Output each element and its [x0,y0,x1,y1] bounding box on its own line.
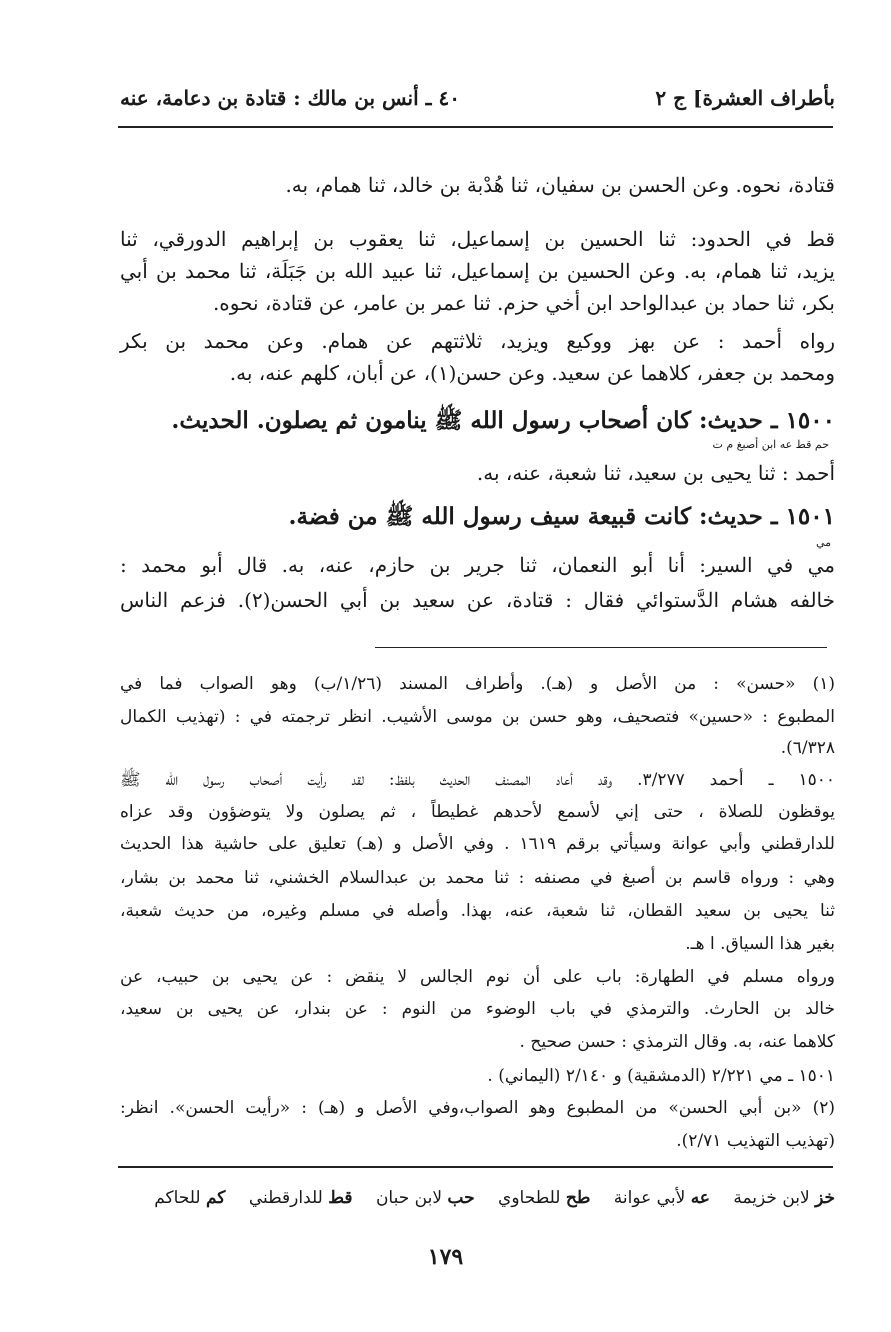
footnote-line: ثنا يحيى بن سعيد القطان، ثنا شعبة، عنه، بهذا. وأصله في مسلم وغيره، من حديث شعبة، [120,901,835,921]
abbr-item: كم للحاكم [154,1188,226,1208]
text-line: ومحمد بن جعفر، كلاهما عن سعيد. وعن حسن(١)، عن أبان، كلهم عنه، به. [229,361,835,385]
hadith-heading-1501: ١٥٠١ ـ حديث: كانت قبيعة سيف رسول الله ﷺ من فضة. [288,503,835,530]
abbreviations-legend [120,1184,835,1212]
siglum-1501: مي [815,536,831,549]
running-head-book-title: بأطراف العشرة] ج ٢ [655,86,835,110]
hadith-heading-1500: ١٥٠٠ ـ حديث: كان أصحاب رسول الله ﷺ ينامون ثم يصلون. الحديث. [171,407,835,434]
abbr-item: خز لابن خزيمة [733,1188,835,1208]
text-line: قتادة، نحوه. وعن الحسن بن سفيان، ثنا هُدْبة بن خالد، ثنا همام، به. [285,173,835,197]
page-number: ١٧٩ [427,1244,464,1270]
abbr-item: حب لابن حبان [375,1188,475,1208]
footnote-line: ١٥٠٠ ـ أحمد ٣/٢٧٧. وقد أعاد المصنف الحديث بلفظ: لقد رأيت أصحاب رسول الله ﷺ [120,770,835,790]
footnote-line: بغير هذا السياق. ا هـ. [685,934,835,954]
footnote-line: ورواه مسلم في الطهارة: باب على أن نوم الجالس لا ينقض : عن يحيى بن حبيب، عن [120,967,835,987]
running-head-section-title: ٤٠ ـ أنس بن مالك : قتادة بن دعامة، عنه [120,86,460,110]
footnote-line: (تهذيب التهذيب ٢/٧١). [676,1131,835,1151]
text-line: أحمد : ثنا يحيى بن سعيد، ثنا شعبة، عنه، به. [476,461,835,485]
footnote-line: ١٥٠١ ـ مي ٢/٢٢١ (الدمشقية) و ٢/١٤٠ (اليماني) . [487,1066,835,1086]
footnote-line: (٢) «بن أبي الحسن» من المطبوع وهو الصواب،وفي الأصل و (هـ) : «رأيت الحسن». انظر: [120,1098,835,1118]
text-line: خالفه هشام الدَّستوائي فقال : قتادة، عن سعيد بن أبي الحسن(٢). فزعم الناس [120,588,835,612]
footnote-line: المطبوع : «حسين» فتصحيف، وهو حسن بن موسى الأشيب. انظر ترجمته في : (تهذيب الكمال [120,707,835,727]
text-line: قط في الحدود: ثنا الحسين بن إسماعيل، ثنا يعقوب بن إبراهيم الدورقي، ثنا [120,227,835,251]
header-rule [118,126,833,128]
abbr-item: عه لأبي عوانة [613,1188,710,1208]
text-line: مي في السير: أنا أبو النعمان، ثنا جرير بن حازم، عنه، به. قال أبو محمد : [120,553,835,577]
footnote-line: يوقظون للصلاة ، حتى إني لأسمع لأحدهم غطيطاً ، ثم يصلون ولا يتوضؤون وقد عزاه [120,802,835,822]
footnote-line: كلاهما عنه، به. وقال الترمذي : حسن صحيح . [519,1032,835,1052]
footnote-line: وهي : ورواه قاسم بن أصبغ في مصنفه : ثنا محمد بن عبدالسلام الخشني، ثنا محمد بن بشار، [120,868,836,888]
text-line: رواه أحمد : عن بهز ووكيع ويزيد، ثلاثتهم عن همام. وعن محمد بن بكر [120,329,835,353]
footnote-line: خالد بن الحارث. والترمذي في باب الوضوء من النوم : عن بندار، عن يحيى بن سعيد، [120,999,835,1019]
footnote-line: ٦/٣٢٨). [780,738,835,758]
siglum-1500: حم قط عه ابن أصبغ م ت [712,438,829,451]
text-line: بكر، ثنا حماد بن عبدالواحد ابن أخي حزم. ثنا عمر بن عامر، عن قتادة، نحوه. [212,291,835,315]
footnote-line: للدارقطني وأبي عوانة وسيأتي برقم ١٦١٩ . وفي الأصل و (هـ) تعليق على حاشية هذا الحديث [120,834,835,854]
footnote-rule [375,647,827,648]
abbreviations-rule [118,1166,833,1168]
abbr-item: قط للدارقطني [248,1188,353,1208]
text-line: يزيد، ثنا همام، به. وعن الحسين بن إسماعيل، ثنا عبيد الله بن جَبَلَة، ثنا محمد بن أبي [120,259,835,283]
abbr-item: طح للطحاوي [498,1188,591,1208]
footnote-line: (١) «حسن» : من الأصل و (هـ). وأطراف المسند (١/٢٦/ب) وهو الصواب فما في [120,674,835,694]
